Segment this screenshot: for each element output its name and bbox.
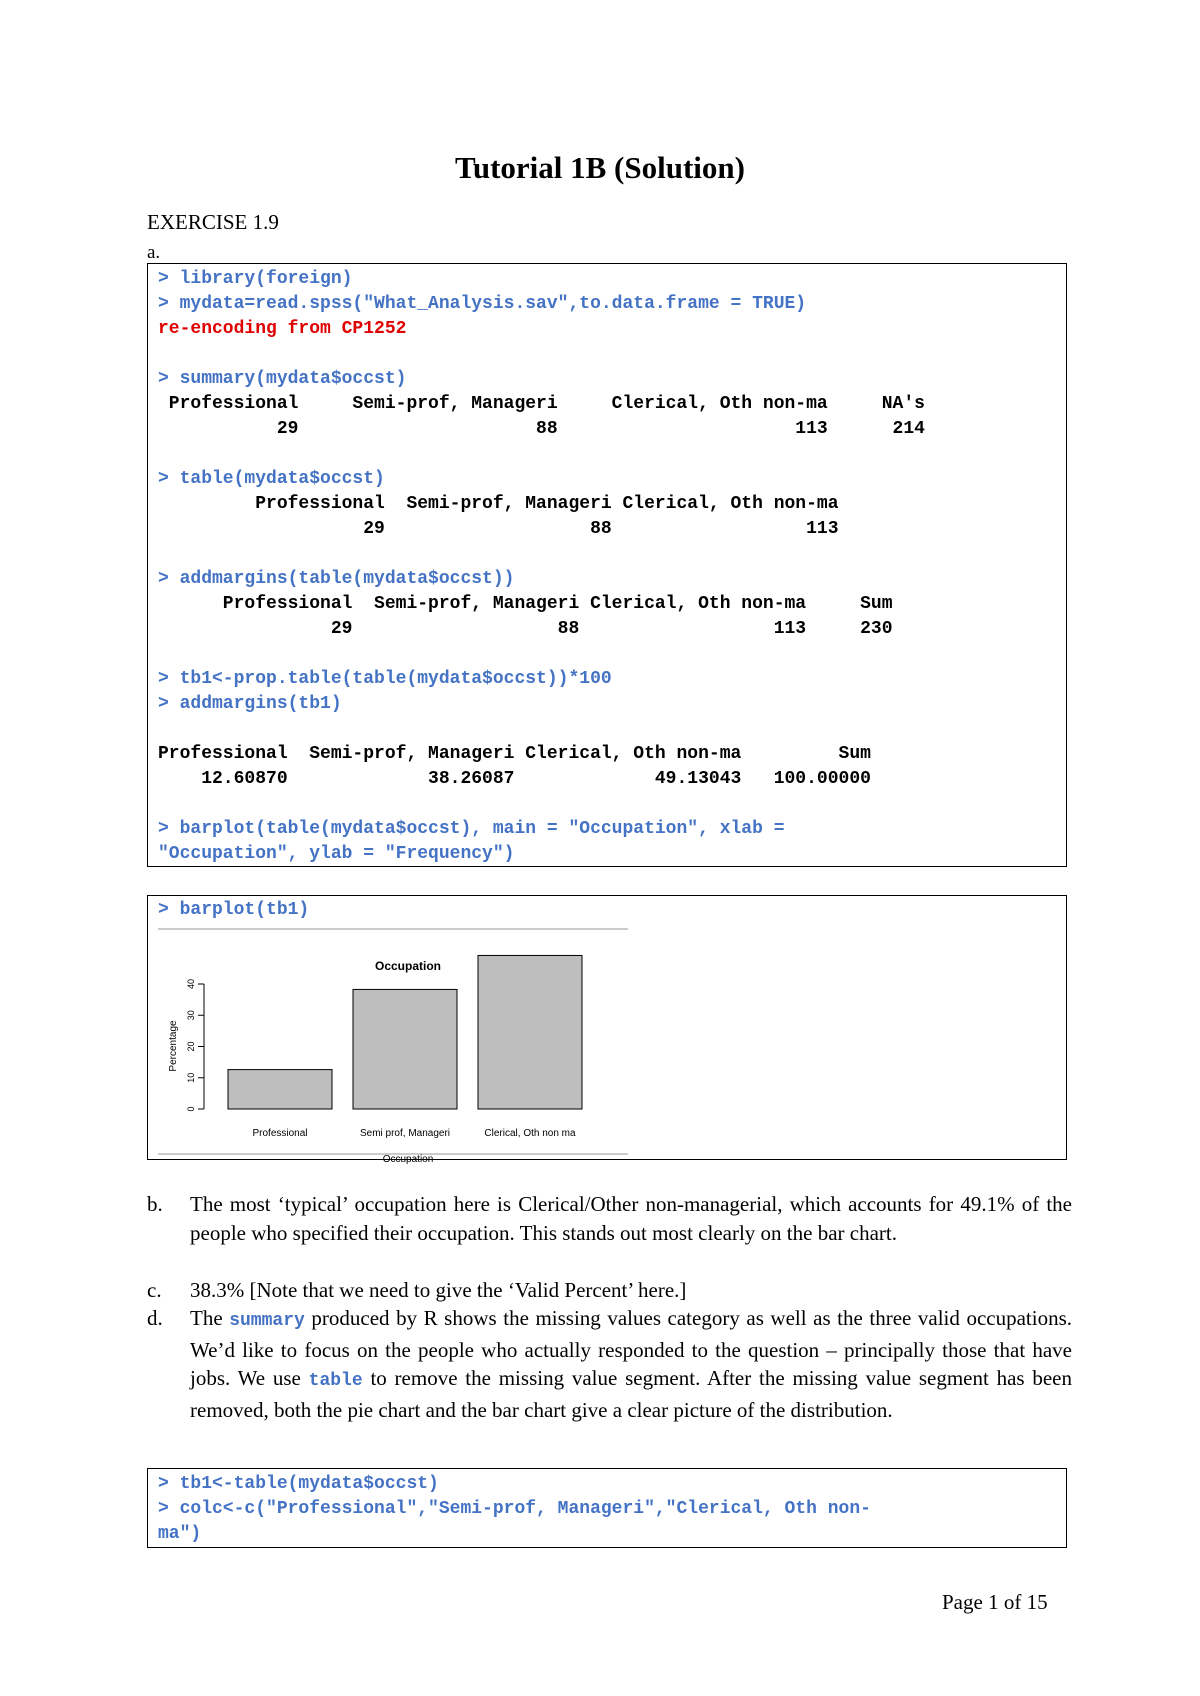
code-block-1-line: Professional Semi-prof, Manageri Clerical, Oth non-ma Sum	[158, 594, 893, 614]
code-block-1-line	[148, 342, 1066, 367]
answer-b-marker: b.	[147, 1192, 163, 1216]
code-block-1-line: 12.60870 38.26087 49.13043 100.00000	[158, 769, 871, 789]
code-block-1-line: > library(foreign)	[158, 269, 353, 289]
answer-d-text	[190, 1304, 1072, 1424]
bar-3	[478, 955, 582, 1109]
code-block-1-line: "Occupation", ylab = "Frequency")	[158, 844, 515, 864]
code-block-1-line: 29 88 113 214	[158, 419, 925, 439]
answer-d-text-2: produced by R shows the missing values category as well as the three valid occupations. We’d like to focus on the people who actually responded to the question – principally those that have jobs. We use	[190, 1306, 1072, 1390]
part-a-label: a.	[147, 242, 161, 263]
code-block-3-line: > colc<-c("Professional","Semi-prof, Manageri","Clerical, Oth non-	[158, 1499, 871, 1519]
code-block-1-line: > barplot(table(mydata$occst), main = "Occupation", xlab =	[158, 819, 785, 839]
bar-1	[228, 1070, 332, 1109]
x-category-label: Clerical, Oth non ma	[484, 1128, 576, 1139]
code-block-3-line: > tb1<-table(mydata$occst)	[158, 1474, 439, 1494]
code-block-1-line: > tb1<-prop.table(table(mydata$occst))*100	[158, 669, 612, 689]
y-tick-label: 20	[186, 1041, 196, 1052]
answer-d-text-3: to remove the missing value segment. After the missing value segment has been removed, both the pie chart and the bar chart give a clear picture of the distribution.	[190, 1366, 1072, 1422]
answer-d	[147, 1304, 1072, 1424]
barplot-chart	[158, 924, 628, 1173]
code-block-1-line: > mydata=read.spss("What_Analysis.sav",to.data.frame = TRUE)	[158, 294, 807, 314]
chart-title: Occupation	[374, 959, 442, 973]
answer-d-text-1: The	[190, 1306, 230, 1330]
code-block-2	[147, 895, 1067, 1165]
code-block-1-line: re-encoding from CP1252	[158, 319, 407, 339]
x-axis-label: Occupation	[382, 1154, 434, 1165]
code-block-1	[147, 263, 1067, 867]
x-category-label: Professional	[252, 1128, 308, 1139]
y-tick-label: 0	[186, 1106, 196, 1112]
answer-c	[147, 1276, 1072, 1305]
y-tick-label: 10	[186, 1072, 196, 1083]
code-block-1-line: > summary(mydata$occst)	[158, 369, 407, 389]
answer-d-marker: d.	[147, 1306, 163, 1330]
code-block-1-line: 29 88 113	[158, 519, 839, 539]
code-block-1-line: > addmargins(table(mydata$occst))	[158, 569, 515, 589]
code-block-1-line	[148, 792, 1066, 817]
code-block-3	[147, 1468, 1067, 1548]
code-block-3-line: ma")	[158, 1524, 202, 1544]
exercise-heading: EXERCISE 1.9	[147, 210, 279, 234]
code-block-1-line: Professional Semi-prof, Manageri Clerical, Oth non-ma	[158, 494, 839, 514]
code-block-1-line: Professional Semi-prof, Manageri Clerical, Oth non-ma NA's	[158, 394, 925, 414]
code-block-1-line: 29 88 113 230	[158, 619, 893, 639]
summary-code: summary	[229, 1311, 305, 1331]
table-code: table	[308, 1371, 363, 1391]
code-block-1-line	[148, 442, 1066, 467]
answer-b-text: The most ‘typical’ occupation here is Clerical/Other non-managerial, which accounts for 49.1% of the people who specified their occupation. This stands out most clearly on the bar chart.	[190, 1192, 1072, 1245]
code-block-1-line: > table(mydata$occst)	[158, 469, 385, 489]
code-block-1-line: Professional Semi-prof, Manageri Clerical, Oth non-ma Sum	[158, 744, 871, 764]
y-tick-label: 40	[186, 978, 196, 990]
code-block-1-line: > addmargins(tb1)	[158, 694, 342, 714]
barplot-svg	[158, 924, 628, 1168]
x-category-label: Semi prof, Manageri	[359, 1128, 451, 1139]
code-block-1-line	[148, 542, 1066, 567]
y-axis-label: Percentage	[168, 1020, 179, 1072]
page-title: Tutorial 1B (Solution)	[455, 150, 745, 185]
code-block-1-line	[148, 717, 1066, 742]
y-tick-label: 30	[186, 1010, 196, 1021]
answer-b	[147, 1190, 1072, 1247]
bar-2	[353, 989, 457, 1109]
answer-c-marker: c.	[147, 1278, 162, 1302]
barplot-command: > barplot(tb1)	[158, 900, 310, 920]
page-number: Page 1 of 15	[942, 1590, 1048, 1614]
code-block-1-line	[148, 642, 1066, 667]
answer-c-text: 38.3% [Note that we need to give the ‘Valid Percent’ here.]	[190, 1278, 687, 1302]
